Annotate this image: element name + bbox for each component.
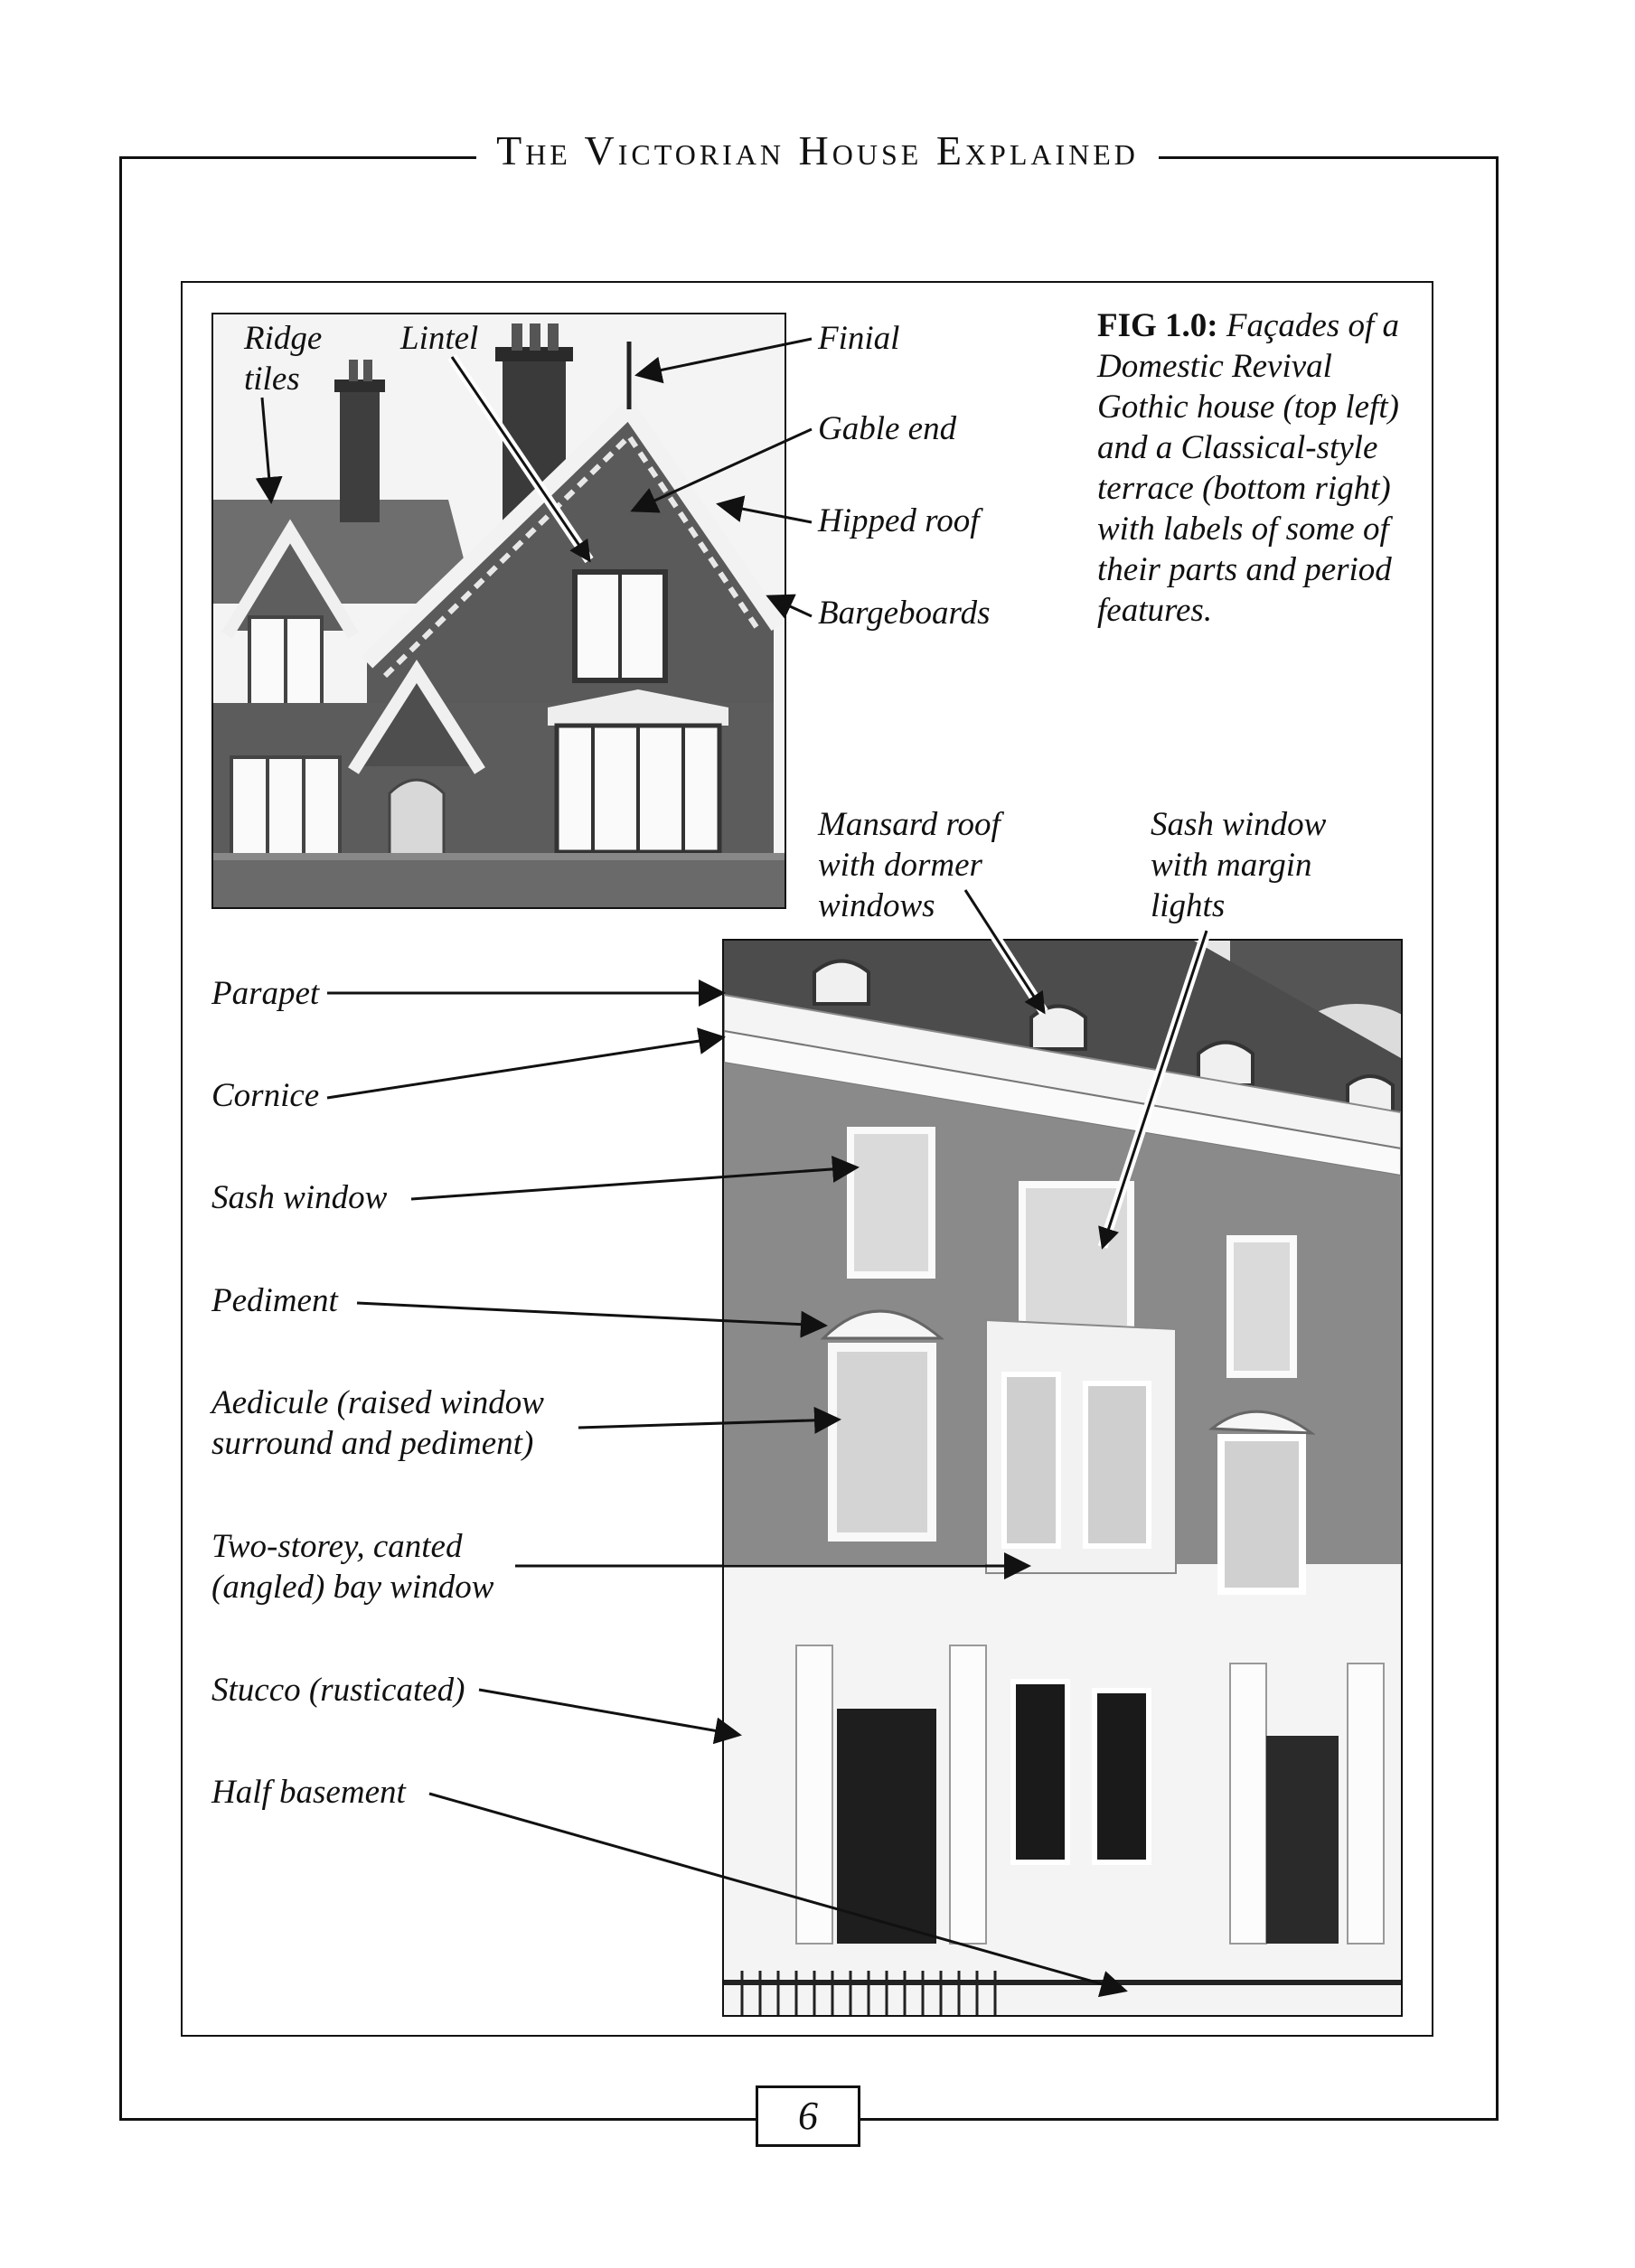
label-pediment: Pediment [211, 1282, 338, 1319]
arrow-stucco [479, 1690, 739, 1735]
label-finial: Finial [818, 320, 900, 357]
label-gable-end: Gable end [818, 410, 957, 447]
label-mansard-roof: Mansard roof with dormer windows [818, 806, 1001, 924]
arrow-bargeboards [768, 596, 812, 616]
arrow-aedicule [578, 1420, 839, 1428]
label-lintel: Lintel [400, 320, 479, 357]
arrow-pediment [357, 1303, 825, 1326]
running-header-title: The Victorian House Explained [476, 127, 1159, 173]
label-half-basement: Half basement [211, 1774, 406, 1811]
arrow-sash-margin-lights [1103, 931, 1207, 1247]
label-hipped-roof: Hipped roof [818, 502, 980, 539]
label-bargeboards: Bargeboards [818, 595, 991, 632]
arrow-mansard [965, 890, 1044, 1012]
arrow-hipped-roof [719, 504, 812, 522]
page-number: 6 [756, 2085, 860, 2147]
figure-caption-label: FIG 1.0: [1097, 307, 1218, 344]
arrow-sash-window [411, 1167, 857, 1199]
label-aedicule: Aedicule (raised window surround and pediment) [211, 1384, 544, 1462]
label-parapet: Parapet [211, 975, 320, 1012]
arrow-ridge-tiles [262, 398, 271, 501]
arrow-lintel [452, 357, 589, 560]
label-sash-window: Sash window [211, 1179, 388, 1216]
arrow-gable-end [633, 429, 812, 511]
label-ridge-tiles: Ridge tiles [244, 320, 323, 398]
label-stucco: Stucco (rusticated) [211, 1672, 465, 1709]
figure-caption-text: Façades of a Domestic Revival Gothic house (top left) and a Classical-style terrace (bottom right) with labels of some of their parts and period features. [1097, 307, 1399, 629]
arrow-half-basement [429, 1794, 1125, 1991]
arrow-cornice [327, 1037, 723, 1098]
label-cornice: Cornice [211, 1077, 320, 1114]
label-sash-margin-lights: Sash window with margin lights [1151, 806, 1327, 924]
label-bay-window: Two-storey, canted (angled) bay window [211, 1528, 494, 1606]
arrow-finial [637, 339, 812, 375]
